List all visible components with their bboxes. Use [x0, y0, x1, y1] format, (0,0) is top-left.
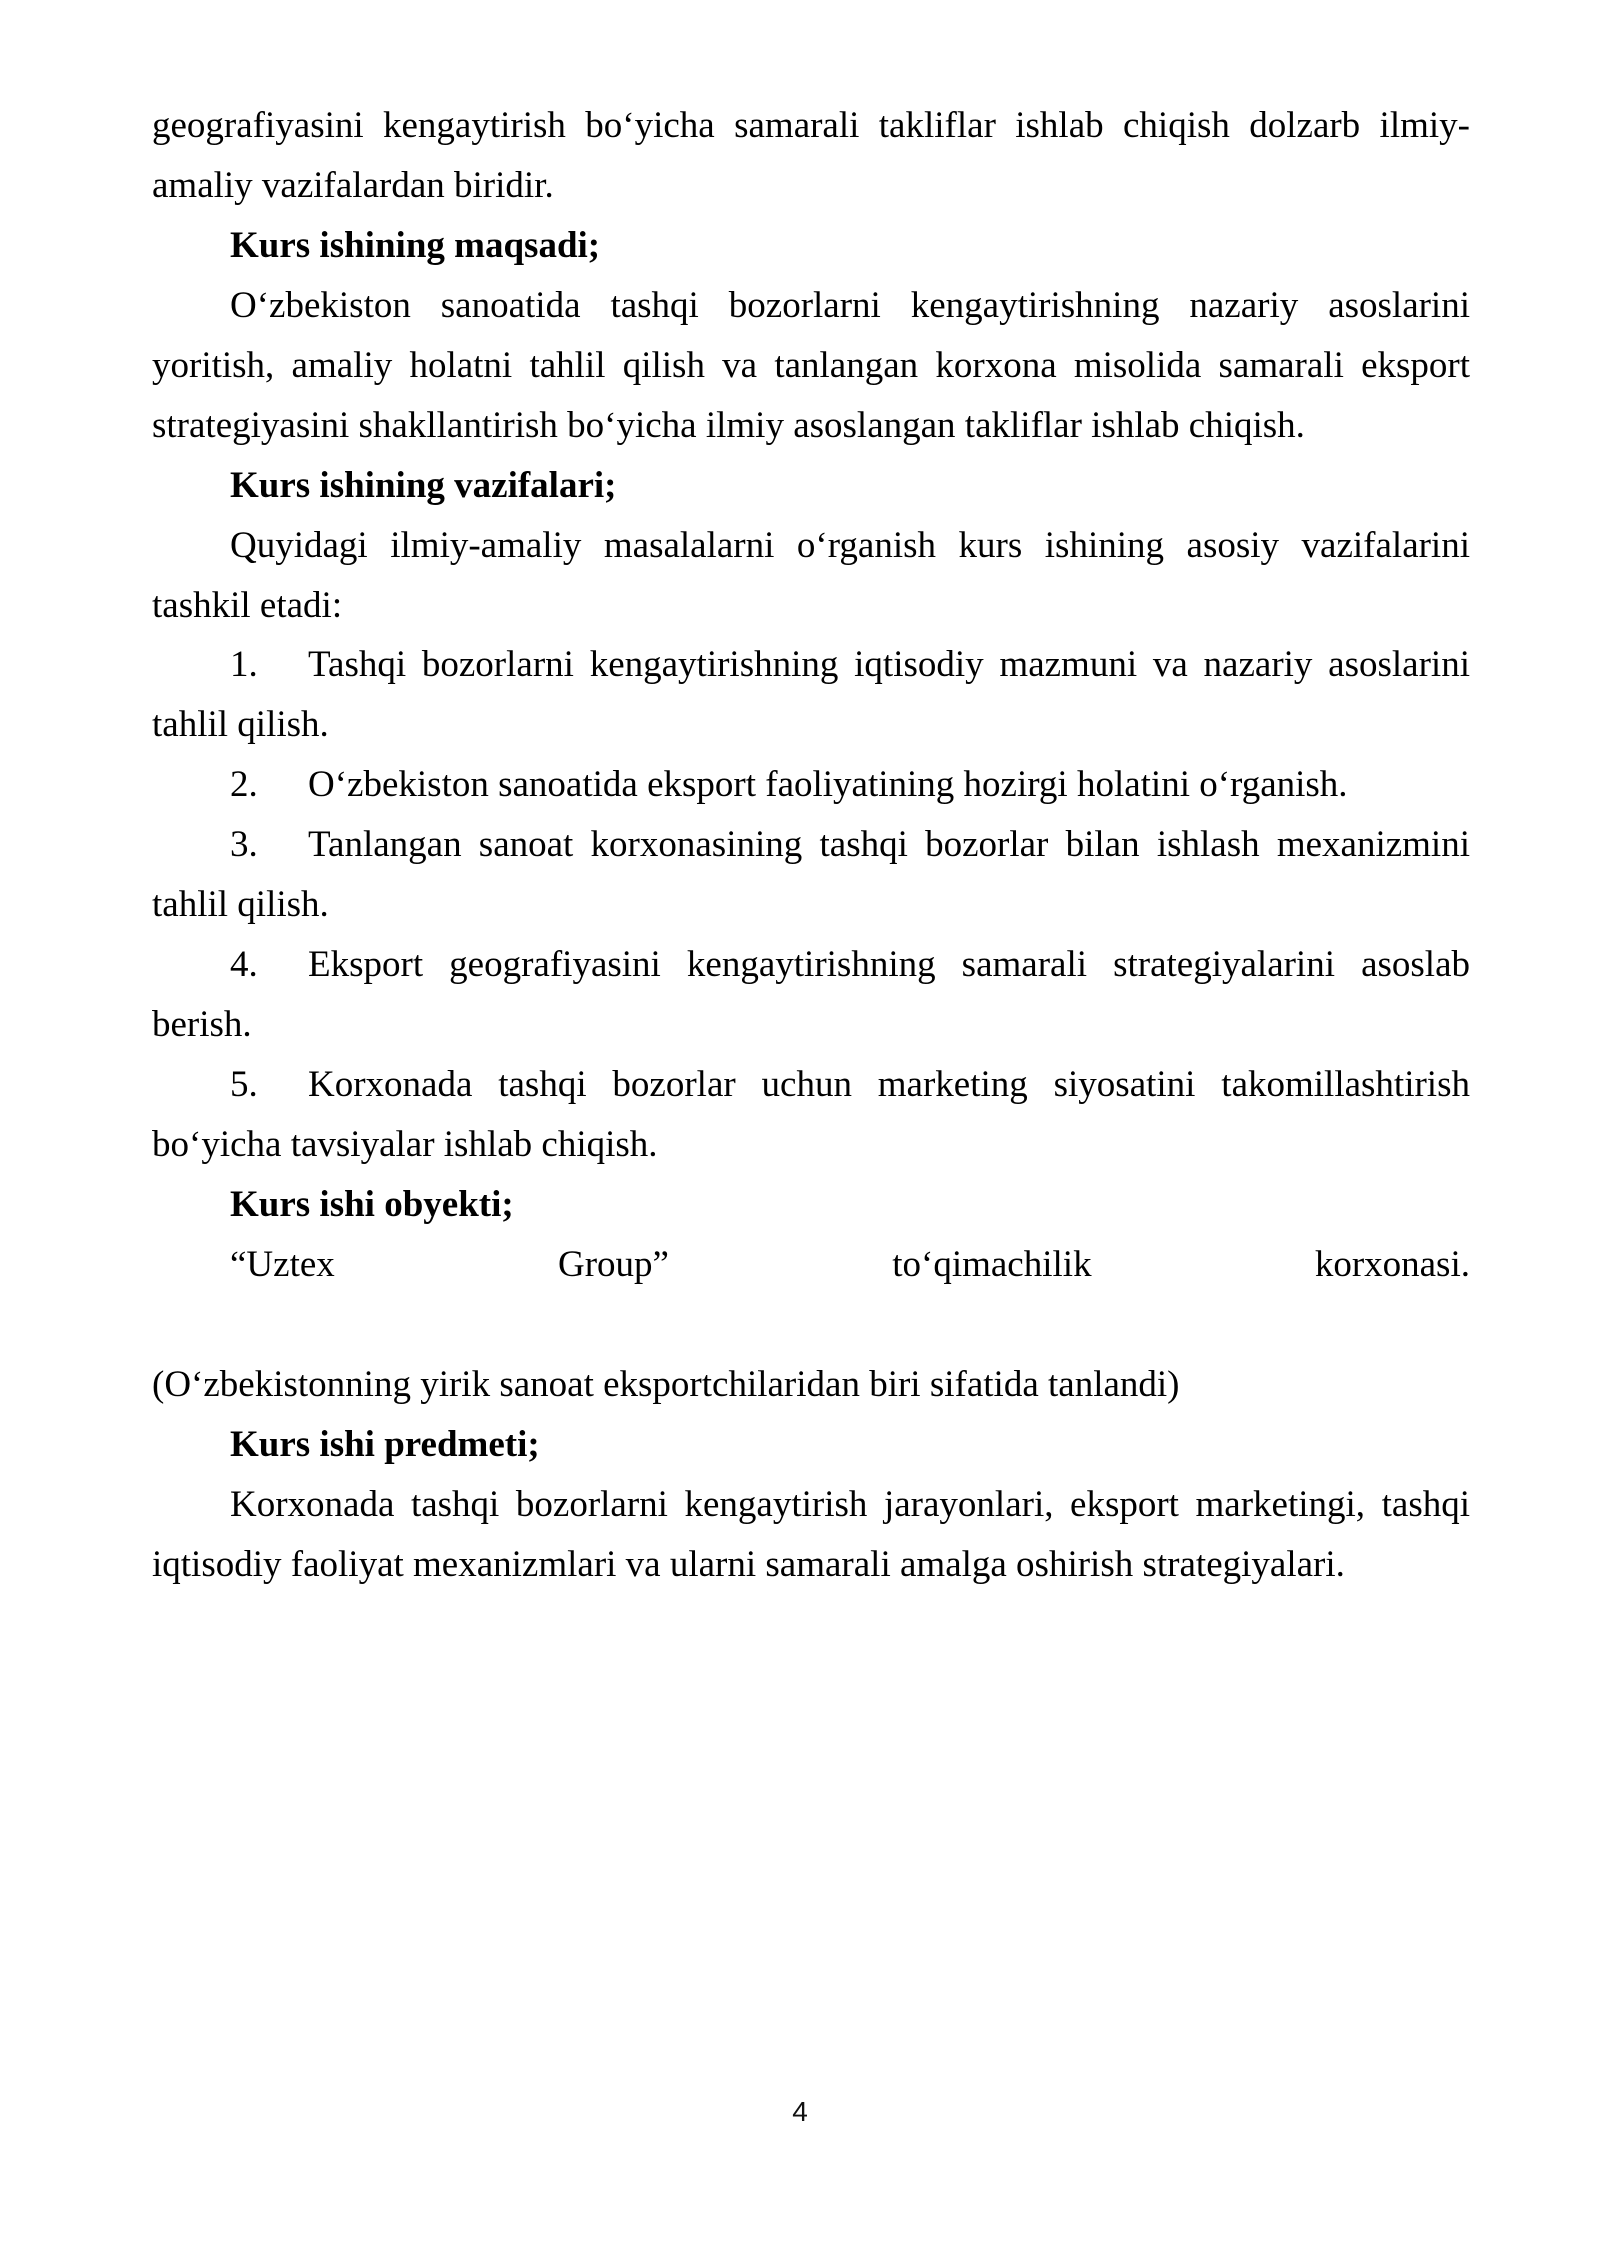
heading-kurs-ishi-obyekti: Kurs ishi obyekti;	[230, 1183, 514, 1225]
list-item-text: Eksport geografiyasini kengaytirishning samarali strategiyalarini asoslab berish.	[152, 944, 1470, 1046]
list-item-text: Tashqi bozorlarni kengaytirishning iqtisodiy mazmuni va nazariy asoslarini tahlil qilish.	[152, 644, 1470, 746]
heading-kurs-ishining-vazifalari: Kurs ishining vazifalari;	[230, 464, 617, 506]
paragraph-vazifalari-intro: Quyidagi ilmiy-amaliy masalalarni o‘rganish kurs ishining asosiy vazifalarini tashkil etadi:	[152, 524, 1470, 626]
list-item	[152, 1055, 1470, 1175]
paragraph-predmeti: Korxonada tashqi bozorlarni kengaytirish jarayonlari, eksport marketingi, tashqi iqtisodiy faoliyat mexanizmlari va ularni samarali amalga oshirish strategiyalari.	[152, 1483, 1470, 1585]
list-item-number: 1.	[230, 644, 258, 686]
object-part-2: Group”	[558, 1243, 669, 1285]
heading-kurs-ishining-maqsadi: Kurs ishining maqsadi;	[230, 224, 601, 266]
list-item-text: Tanlangan sanoat korxonasining tashqi bozorlar bilan ishlash mexanizmini tahlil qilish.	[152, 824, 1470, 926]
paragraph-maqsadi: O‘zbekiston sanoatida tashqi bozorlarni kengaytirishning nazariy asoslarini yoritish, amaliy holatni tahlil qilish va tanlangan korxona misolida samarali eksport strategiyasini shakllantirish bo‘yicha ilmiy asoslangan takliflar ishlab chiqish.	[152, 284, 1470, 446]
list-item-number: 2.	[230, 764, 258, 806]
list-item-number: 4.	[230, 944, 258, 986]
object-part-1: “Uztex	[230, 1243, 335, 1285]
list-item	[152, 755, 1470, 815]
list-item	[152, 635, 1470, 755]
object-part-4: korxonasi.	[1314, 1243, 1470, 1285]
list-item-number: 3.	[230, 824, 258, 866]
heading-kurs-ishi-predmeti: Kurs ishi predmeti;	[230, 1423, 540, 1465]
list-item-text: Korxonada tashqi bozorlar uchun marketing siyosatini takomillashtirish bo‘yicha tavsiyalar ishlab chiqish.	[152, 1064, 1470, 1165]
list-item-number: 5.	[230, 1064, 258, 1105]
page-body	[152, 96, 1470, 1594]
object-name-line	[152, 1235, 1470, 1355]
page-number: 4	[792, 2096, 808, 2127]
list-item	[152, 935, 1470, 1055]
list-item	[152, 815, 1470, 935]
object-note: (O‘zbekistonning yirik sanoat eksportchilaridan biri sifatida tanlandi)	[152, 1363, 1180, 1405]
list-item-text: O‘zbekiston sanoatida eksport faoliyatining hozirgi holatini o‘rganish.	[308, 764, 1348, 806]
paragraph-intro-continuation: geografiyasini kengaytirish bo‘yicha samarali takliflar ishlab chiqish dolzarb ilmiy-amaliy vazifalardan biridir.	[152, 105, 1470, 206]
object-part-3: to‘qimachilik	[892, 1243, 1092, 1285]
